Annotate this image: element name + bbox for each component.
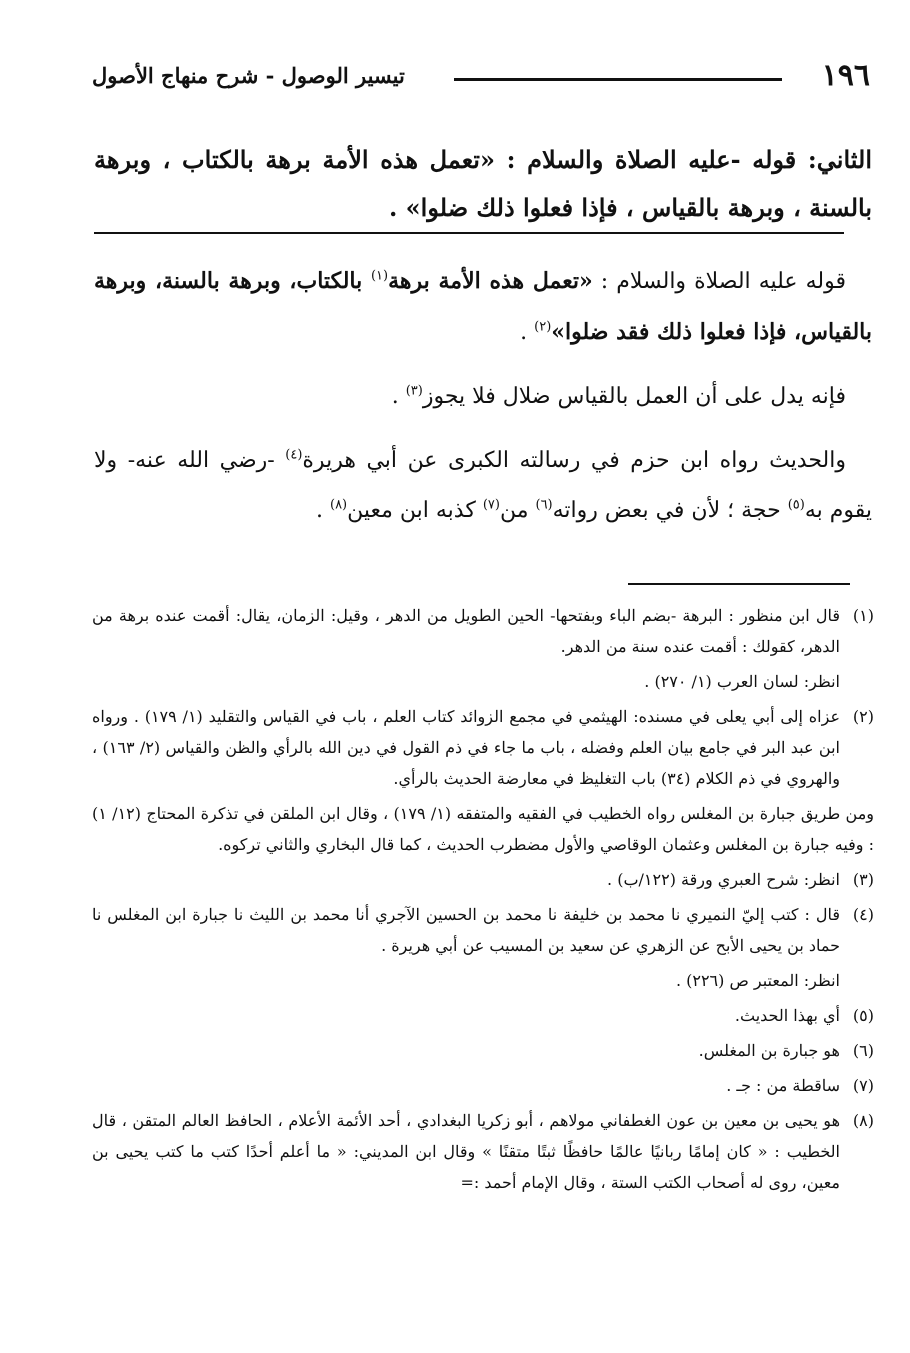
matn-text: الثاني: قوله -عليه الصلاة والسلام : «تعمل هذه الأمة برهة بالكتاب ، وبرهة بالسنة ، وبرهة بالقياس ، فإذا فعلوا ذلك ضلوا» . [94, 145, 872, 222]
footnote-number: (٥) [852, 1006, 874, 1025]
footnote-text: أي بهذا الحديث. [734, 1006, 840, 1025]
text-run: حجة ؛ لأن في بعض رواته [552, 498, 788, 523]
body-paragraph-2 [94, 372, 872, 422]
footnote-number: (٢) [852, 707, 874, 726]
text-run: فإنه يدل على أن العمل بالقياس ضلال فلا يجوز [422, 384, 846, 409]
footnote-ref-7[interactable]: (٧) [482, 497, 500, 513]
body-paragraph-3 [94, 436, 872, 536]
footnotes-section [92, 600, 874, 1202]
footnote-2-continuation: ومن طريق جبارة بن المغلس رواه الخطيب في الفقيه والمتفقه (١/ ١٧٩) ، وقال ابن الملقن في تذكرة المحتاج (١٢/ ١) : وفيه جبارة بن المغلس وعثمان الوقاصي والأول مضطرب الحديث ، كما قال البخاري والثاني تركوه. [92, 804, 875, 854]
text-run: . [315, 498, 330, 523]
hadith-quote-rest: بالكتاب، وبرهة بالسنة، وبرهة بالقياس، فإذا فعلوا ذلك فقد ضلوا» [94, 268, 872, 345]
footnote-1 [92, 600, 874, 662]
page-header [92, 58, 870, 98]
footnote-2 [92, 701, 874, 794]
footnote-ref-8[interactable]: (٨) [329, 497, 348, 513]
footnote-number: (٦) [852, 1041, 874, 1060]
footnote-text: قال ابن منظور : البرهة -بضم الباء وبفتحها- الحين الطويل من الدهر ، وقيل: الزمان، يقال: أقمت عنده برهة من الدهر، كقولك : أقمت عنده سنة من الدهر. [92, 606, 840, 656]
footnote-6 [92, 1035, 874, 1066]
footnote-text: انظر: شرح العبري ورقة (١٢٢/ب) . [607, 870, 840, 889]
commentary-body [94, 256, 872, 550]
hadith-quote-start: «تعمل هذه الأمة برهة [388, 268, 593, 294]
footnote-ref-5[interactable]: (٥) [787, 497, 805, 513]
footnote-separator [628, 583, 850, 585]
footnote-5 [92, 1000, 874, 1031]
header-rule [454, 78, 782, 81]
text-run: والحديث رواه ابن حزم في رسالته الكبرى عن أبي هريرة [302, 448, 846, 473]
running-title: تيسير الوصول - شرح منهاج الأصول [92, 63, 405, 88]
footnote-number: (١) [852, 606, 874, 625]
footnote-ref-6[interactable]: (٦) [535, 497, 553, 513]
text-run: قوله عليه الصلاة والسلام : [592, 269, 846, 294]
footnote-4-reference: انظر: المعتبر ص (٢٢٦) . [675, 971, 840, 990]
footnote-text: هو جبارة بن المغلس. [698, 1041, 840, 1060]
footnote-number: (٣) [852, 870, 874, 889]
footnote-1-reference: انظر: لسان العرب (١/ ٢٧٠) . [644, 672, 840, 691]
footnote-4 [92, 899, 874, 961]
footnote-text: قال : كتب إليّ النميري نا محمد بن خليفة نا محمد بن الحسين الآجري أنا محمد بن الليث نا جبارة ابن المغلس نا حماد بن يحيى الأبح عن الزهري عن سعيد بن المسيب عن أبي هريرة . [92, 905, 840, 955]
footnote-ref-4[interactable]: (٤) [285, 447, 303, 463]
page-number: ١٩٦ [821, 58, 870, 93]
footnote-ref-2[interactable]: (٢) [534, 319, 552, 335]
body-paragraph-1 [94, 256, 872, 358]
footnote-number: (٨) [852, 1111, 875, 1130]
text-run: . [520, 320, 535, 345]
footnote-text: هو يحيى بن معين بن عون الغطفاني مولاهم ، أبو زكريا البغدادي ، أحد الأئمة الأعلام ، الحافظ العالم المتقن ، قال الخطيب : « كان إمامًا ربانيًا عالمًا حافظًا ثبتًا متقنًا » وقال ابن المديني: « ما أعلم أحدًا كتب ما كتب يحيى بن معين، روى له أصحاب الكتب الستة ، وقال الإمام أحمد := [92, 1111, 841, 1192]
matn-underline [94, 232, 844, 234]
footnote-3 [92, 864, 874, 895]
footnote-text: عزاه إلى أبي يعلى في مسنده: الهيثمي في مجمع الزوائد كتاب العلم ، باب في القياس والتقليد (١/ ١٧٩) . ورواه ابن عبد البر في جامع بيان العلم وفضله ، باب ما جاء في ذم القول في دين الله بالرأي والظن والقياس (٢/ ١٦٣) ، والهروي في ذم الكلام (٣٤) باب التغليظ في معارضة الحديث بالرأي. [92, 707, 840, 788]
footnote-ref-3[interactable]: (٣) [405, 383, 423, 399]
footnote-number: (٧) [852, 1076, 874, 1095]
text-run: كذبه ابن معين [347, 498, 483, 523]
footnote-number: (٤) [852, 905, 874, 924]
footnote-ref-1[interactable]: (١) [370, 268, 389, 284]
footnote-7 [92, 1070, 874, 1101]
footnote-text: ساقطة من : جـ . [726, 1076, 840, 1095]
text-run: -رضي الله عنه- ولا يقوم به [94, 448, 872, 523]
text-run: من [499, 498, 536, 523]
footnote-8 [92, 1105, 874, 1198]
text-run: . [391, 384, 406, 409]
